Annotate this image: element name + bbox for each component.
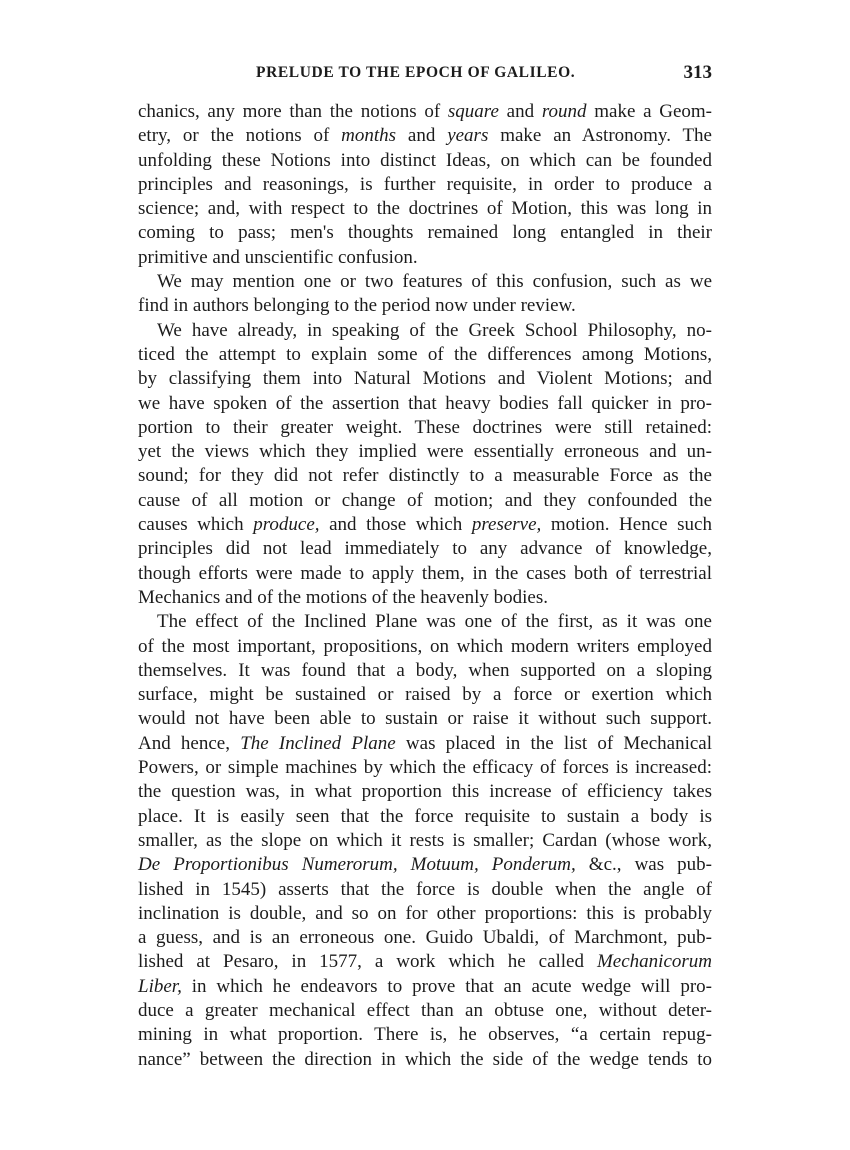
text-line xyxy=(138,707,712,731)
text-line xyxy=(138,173,712,197)
text-run: And hence, xyxy=(138,732,241,754)
page-number: 313 xyxy=(683,62,712,83)
text-run: &c., was pub- xyxy=(575,854,713,876)
italic-text: produce, xyxy=(253,514,320,536)
text-run: by classifying them into Natural Motions and Violent Motions; and xyxy=(138,368,712,390)
text-run: The effect of the Inclined Plane was one of the first, as it was one xyxy=(157,611,712,633)
text-run: of the most important, propositions, on which modern writers employed xyxy=(138,635,712,657)
text-run: and xyxy=(498,101,542,122)
text-run: sound; for they did not refer distinctly to a measurable Force as the xyxy=(138,465,712,487)
text-line xyxy=(138,756,712,780)
italic-text: years xyxy=(447,125,489,147)
text-run: the question was, in what proportion this increase of efficiency takes xyxy=(138,781,712,803)
text-line xyxy=(138,853,712,877)
text-run: principles and reasonings, is further requisite, in order to produce a xyxy=(138,173,712,195)
text-line xyxy=(138,732,712,756)
text-run: chanics, any more than the notions of xyxy=(138,101,448,122)
text-line xyxy=(138,999,712,1023)
text-line xyxy=(138,294,712,318)
italic-text: Mechanicorum xyxy=(596,951,712,973)
text-line xyxy=(138,319,712,343)
text-run: we have spoken of the assertion that heavy bodies fall quicker in pro- xyxy=(138,392,712,414)
text-run: mining in what proportion. There is, he observes, “a certain repug- xyxy=(138,1024,712,1046)
text-line xyxy=(138,950,712,974)
text-line xyxy=(138,635,712,659)
text-run: causes which xyxy=(138,514,254,536)
text-run: nance” between the direction in which the side of the wedge tends to xyxy=(138,1048,712,1070)
text-line xyxy=(138,1023,712,1047)
italic-text: square xyxy=(447,101,499,122)
text-run: primitive and unscientific confusion. xyxy=(138,246,418,268)
text-line xyxy=(138,586,712,610)
text-line xyxy=(138,489,712,513)
text-run: ticed the attempt to explain some of the differences among Motions, xyxy=(138,343,712,365)
text-line xyxy=(138,610,712,634)
text-run: portion to their greater weight. These doctrines were still retained: xyxy=(138,416,712,438)
text-run: motion. Hence such xyxy=(541,514,712,536)
italic-text: preserve, xyxy=(471,514,542,536)
text-line xyxy=(138,975,712,999)
text-run: yet the views which they implied were essentially erroneous and un- xyxy=(138,441,712,463)
text-line xyxy=(138,392,712,416)
text-line xyxy=(138,805,712,829)
italic-text: months xyxy=(341,125,397,147)
italic-text: De Proportionibus Numerorum, Motuum, Ponderum, xyxy=(138,854,576,876)
text-line xyxy=(138,270,712,294)
text-run: lished in 1545) asserts that the force is double when the angle of xyxy=(138,878,712,900)
book-page xyxy=(138,60,712,1072)
text-run: Powers, or simple machines by which the efficacy of forces is increased: xyxy=(138,757,712,779)
text-run: smaller, as the slope on which it rests is smaller; Cardan (whose work, xyxy=(138,829,712,851)
text-line xyxy=(138,537,712,561)
text-line xyxy=(138,246,712,270)
text-run: place. It is easily seen that the force requisite to sustain a body is xyxy=(138,805,712,827)
text-line xyxy=(138,878,712,902)
italic-text: round xyxy=(541,101,587,122)
text-line xyxy=(138,926,712,950)
text-line xyxy=(138,197,712,221)
text-run: We have already, in speaking of the Greek School Philosophy, no- xyxy=(157,319,712,341)
text-line xyxy=(138,440,712,464)
paragraph xyxy=(138,610,712,1072)
text-line xyxy=(138,367,712,391)
text-run: principles did not lead immediately to any advance of knowledge, xyxy=(138,538,712,560)
text-run: We may mention one or two features of this confusion, such as we xyxy=(157,271,712,293)
text-run: coming to pass; men's thoughts remained long entangled in their xyxy=(138,222,712,244)
text-run: unfolding these Notions into distinct Ideas, on which can be founded xyxy=(138,149,712,171)
text-line xyxy=(138,416,712,440)
text-run: etry, or the notions of xyxy=(138,125,342,147)
text-run: though efforts were made to apply them, in the cases both of terrestrial xyxy=(138,562,712,584)
paragraph xyxy=(138,100,712,270)
text-run: in which he endeavors to prove that an acute wedge will pro- xyxy=(181,975,712,997)
running-title: PRELUDE TO THE EPOCH OF GALILEO. xyxy=(256,64,576,81)
text-line xyxy=(138,343,712,367)
text-run: science; and, with respect to the doctrines of Motion, this was long in xyxy=(138,198,712,220)
text-line xyxy=(138,221,712,245)
text-line xyxy=(138,902,712,926)
text-line xyxy=(138,829,712,853)
text-run: and xyxy=(396,125,448,147)
text-run: find in authors belonging to the period now under review. xyxy=(138,295,576,317)
text-line xyxy=(138,683,712,707)
text-run: lished at Pesaro, in 1577, a work which he called xyxy=(138,951,597,973)
text-run: a guess, and is an erroneous one. Guido Ubaldi, of Marchmont, pub- xyxy=(138,927,712,949)
body-text xyxy=(138,100,712,1072)
text-line xyxy=(138,562,712,586)
text-run: make an Astronomy. The xyxy=(488,125,712,147)
text-run: make a Geom- xyxy=(586,101,712,122)
text-line xyxy=(138,100,712,124)
running-head xyxy=(138,60,712,90)
text-line xyxy=(138,659,712,683)
text-run: surface, might be sustained or raised by a force or exertion which xyxy=(138,684,712,706)
text-line xyxy=(138,464,712,488)
text-run: inclination is double, and so on for other proportions: this is probably xyxy=(138,902,712,924)
text-run: duce a greater mechanical effect than an obtuse one, without deter- xyxy=(138,999,712,1021)
italic-text: Liber, xyxy=(138,975,182,997)
text-run: themselves. It was found that a body, when supported on a sloping xyxy=(138,659,712,681)
text-line xyxy=(138,124,712,148)
text-run: cause of all motion or change of motion; and they confounded the xyxy=(138,489,712,511)
paragraph xyxy=(138,270,712,319)
text-line xyxy=(138,149,712,173)
italic-text: The Inclined Plane xyxy=(240,732,396,754)
text-run: Mechanics and of the motions of the heavenly bodies. xyxy=(138,586,548,608)
text-run: and those which xyxy=(319,514,472,536)
text-line xyxy=(138,1048,712,1072)
text-run: would not have been able to sustain or raise it without such support. xyxy=(138,708,712,730)
text-line xyxy=(138,780,712,804)
text-run: was placed in the list of Mechanical xyxy=(395,732,712,754)
text-line xyxy=(138,513,712,537)
paragraph xyxy=(138,319,712,611)
